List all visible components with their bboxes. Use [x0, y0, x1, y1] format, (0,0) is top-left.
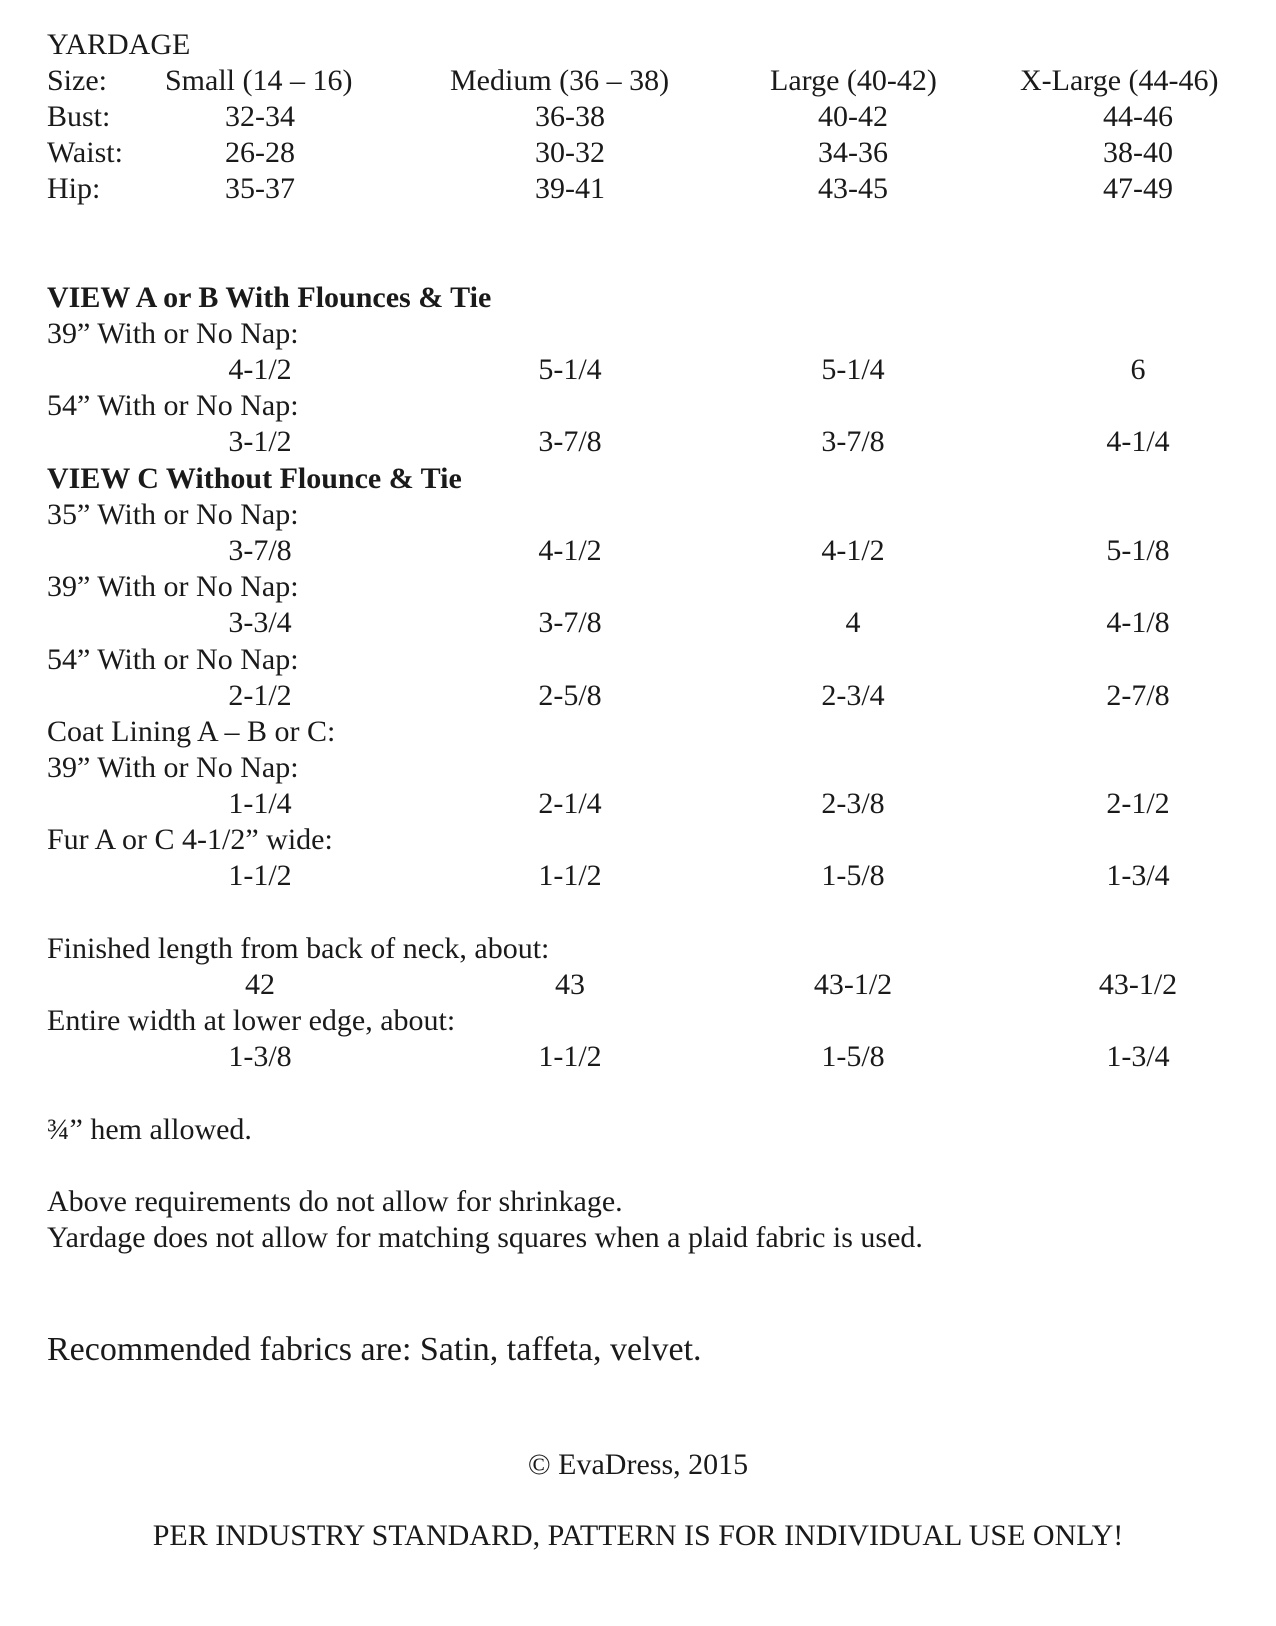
yardage-title-line: [0, 26, 1276, 64]
view-c-54-small: 2-1/2: [228, 679, 292, 712]
coat-lining-39-label-line: [0, 749, 1276, 787]
waist-xlarge: 38-40: [1103, 136, 1173, 169]
size-medium: Medium (36 – 38): [450, 64, 670, 97]
view-c-54-xlarge: 2-7/8: [1106, 679, 1170, 712]
size-large: Large (40-42): [770, 64, 937, 97]
fur-large: 1-5/8: [821, 859, 885, 892]
yardage-title: YARDAGE: [47, 28, 191, 61]
view-c-35-label-line: [0, 496, 1276, 534]
disclaimer-line: [0, 1517, 1276, 1555]
view-ab-54-values: [0, 423, 1276, 461]
fur-values: [0, 857, 1276, 895]
view-c-39-medium: 3-7/8: [538, 606, 602, 639]
hem-note-line: [0, 1111, 1276, 1149]
coat-lining-medium: 2-1/4: [538, 787, 602, 820]
fur-label-line: [0, 821, 1276, 859]
view-c-35-values: [0, 532, 1276, 570]
waist-large: 34-36: [818, 136, 888, 169]
view-c-35-small: 3-7/8: [228, 534, 292, 567]
coat-lining-label-line: [0, 713, 1276, 751]
waist-medium: 30-32: [535, 136, 605, 169]
bust-label: Bust:: [47, 100, 111, 133]
view-ab-54-small: 3-1/2: [228, 425, 292, 458]
view-c-39-large: 4: [845, 606, 861, 639]
view-ab-39-values: [0, 351, 1276, 389]
size-small: Small (14 – 16): [165, 64, 353, 97]
bust-large: 40-42: [818, 100, 888, 133]
bust-small: 32-34: [225, 100, 295, 133]
bust-medium: 36-38: [535, 100, 605, 133]
entire-width-medium: 1-1/2: [538, 1040, 602, 1073]
view-ab-54-medium: 3-7/8: [538, 425, 602, 458]
entire-width-xlarge: 1-3/4: [1106, 1040, 1170, 1073]
coat-lining-small: 1-1/4: [228, 787, 292, 820]
entire-width-large: 1-5/8: [821, 1040, 885, 1073]
view-ab-heading-line: [0, 279, 1276, 317]
entire-width-values: [0, 1038, 1276, 1076]
view-c-35-xlarge: 5-1/8: [1106, 534, 1170, 567]
copyright: © EvaDress, 2015: [527, 1448, 749, 1481]
hip-large: 43-45: [818, 172, 888, 205]
view-ab-39-large: 5-1/4: [821, 353, 885, 386]
finished-length-values: [0, 966, 1276, 1004]
size-row: [0, 62, 1276, 100]
view-ab-54-label: 54” With or No Nap:: [47, 389, 299, 422]
waist-small: 26-28: [225, 136, 295, 169]
waist-label: Waist:: [47, 136, 123, 169]
finished-length-medium: 43: [555, 968, 585, 1001]
view-ab-54-xlarge: 4-1/4: [1106, 425, 1170, 458]
entire-width-label-line: [0, 1002, 1276, 1040]
view-ab-54-large: 3-7/8: [821, 425, 885, 458]
view-c-35-large: 4-1/2: [821, 534, 885, 567]
view-c-39-label: 39” With or No Nap:: [47, 570, 299, 603]
hip-medium: 39-41: [535, 172, 605, 205]
size-xlarge: X-Large (44-46): [1020, 64, 1219, 97]
view-c-39-small: 3-3/4: [228, 606, 292, 639]
view-c-39-label-line: [0, 568, 1276, 606]
finished-length-small: 42: [245, 968, 275, 1001]
bust-row: [0, 98, 1276, 136]
fur-xlarge: 1-3/4: [1106, 859, 1170, 892]
view-c-35-medium: 4-1/2: [538, 534, 602, 567]
fur-label: Fur A or C 4-1/2” wide:: [47, 823, 333, 856]
finished-length-xlarge: 43-1/2: [1098, 968, 1178, 1001]
fur-small: 1-1/2: [228, 859, 292, 892]
entire-width-label: Entire width at lower edge, about:: [47, 1004, 456, 1037]
waist-row: [0, 134, 1276, 172]
entire-width-small: 1-3/8: [228, 1040, 292, 1073]
view-c-54-label: 54” With or No Nap:: [47, 643, 299, 676]
view-c-54-label-line: [0, 641, 1276, 679]
finished-length-large: 43-1/2: [813, 968, 893, 1001]
view-c-39-values: [0, 604, 1276, 642]
plaid-note-line: [0, 1219, 1276, 1257]
view-c-heading: VIEW C Without Flounce & Tie: [47, 462, 462, 495]
hip-xlarge: 47-49: [1103, 172, 1173, 205]
disclaimer: PER INDUSTRY STANDARD, PATTERN IS FOR INDIVIDUAL USE ONLY!: [152, 1519, 1124, 1552]
hem-note: ¾” hem allowed.: [47, 1113, 252, 1146]
view-ab-39-small: 4-1/2: [228, 353, 292, 386]
view-ab-54-label-line: [0, 387, 1276, 425]
recommended-fabrics-line: [0, 1328, 1276, 1372]
view-c-54-medium: 2-5/8: [538, 679, 602, 712]
view-c-54-values: [0, 677, 1276, 715]
finished-length-label: Finished length from back of neck, about:: [47, 932, 550, 965]
view-c-39-xlarge: 4-1/8: [1106, 606, 1170, 639]
hip-label: Hip:: [47, 172, 101, 205]
shrinkage-note: Above requirements do not allow for shrinkage.: [47, 1185, 623, 1218]
coat-lining-xlarge: 2-1/2: [1106, 787, 1170, 820]
bust-xlarge: 44-46: [1103, 100, 1173, 133]
coat-lining-39-values: [0, 785, 1276, 823]
hip-small: 35-37: [225, 172, 295, 205]
view-c-heading-line: [0, 460, 1276, 498]
size-label: Size:: [47, 64, 107, 97]
view-c-35-label: 35” With or No Nap:: [47, 498, 299, 531]
recommended-fabrics: Recommended fabrics are: Satin, taffeta, velvet.: [47, 1331, 702, 1368]
finished-length-label-line: [0, 930, 1276, 968]
view-ab-39-label-line: [0, 315, 1276, 353]
view-ab-39-label: 39” With or No Nap:: [47, 317, 299, 350]
coat-lining-39-label: 39” With or No Nap:: [47, 751, 299, 784]
copyright-line: [0, 1446, 1276, 1484]
plaid-note: Yardage does not allow for matching squares when a plaid fabric is used.: [47, 1221, 923, 1254]
view-c-54-large: 2-3/4: [821, 679, 885, 712]
shrinkage-note-line: [0, 1183, 1276, 1221]
fur-medium: 1-1/2: [538, 859, 602, 892]
view-ab-39-xlarge: 6: [1130, 353, 1146, 386]
hip-row: [0, 170, 1276, 208]
view-ab-heading: VIEW A or B With Flounces & Tie: [47, 281, 492, 314]
coat-lining-label: Coat Lining A – B or C:: [47, 715, 336, 748]
view-ab-39-medium: 5-1/4: [538, 353, 602, 386]
coat-lining-large: 2-3/8: [821, 787, 885, 820]
